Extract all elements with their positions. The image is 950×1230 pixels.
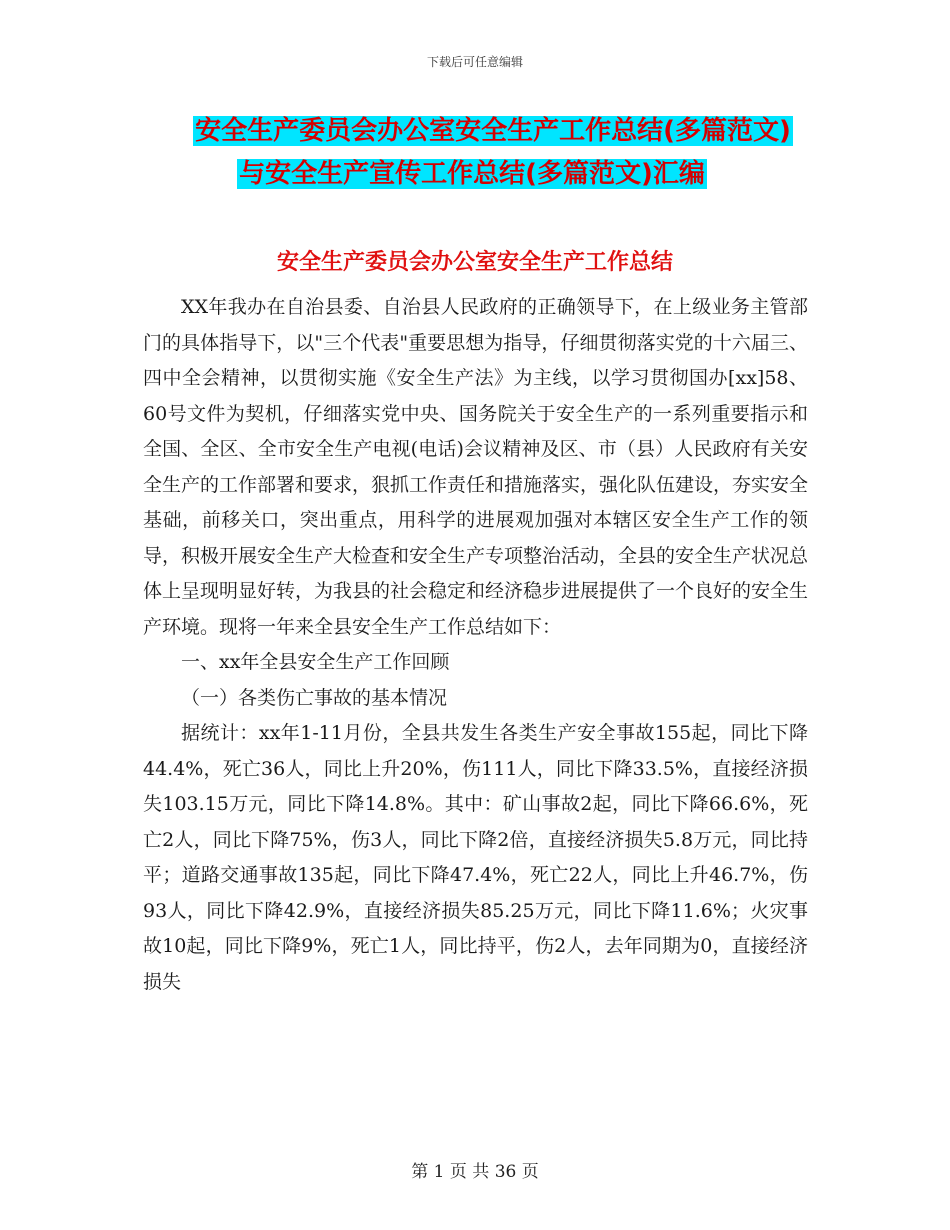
document-title-line-1 [18, 111, 950, 151]
paragraph-intro: XX年我办在自治县委、自治县人民政府的正确领导下，在上级业务主管部门的具体指导下，以"三个代表"重要思想为指导，仔细贯彻落实党的十六届三、四中全会精神，以贯彻实施《安全生产法》为主线，以学习贯彻国办[xx]58、60号文件为契机，仔细落实党中央、国务院关于安全生产的一系列重要指示和全国、全区、全市安全生产电视(电话)会议精神及区、市（县）人民政府有关安全生产的工作部署和要求，狠抓工作责任和措施落实，强化队伍建设，夯实安全基础，前移关口，突出重点，用科学的进展观加强对本辖区安全生产工作的领导，积极开展安全生产大检查和安全生产专项整治活动，全县的安全生产状况总体上呈现明显好转，为我县的社会稳定和经济稳步进展提供了一个良好的安全生产环境。现将一年来全县安全生产工作总结如下： [143, 296, 809, 638]
title-line-1-text: 安全生产委员会办公室安全生产工作总结(多篇范文) [195, 116, 791, 146]
document-title-line-2 [0, 154, 947, 194]
body-text [143, 290, 808, 1000]
paragraph-statistics: 据统计：xx年1-11月份，全县共发生各类生产安全事故155起，同比下降44.4%，死亡36人，同比上升20%，伤111人，同比下降33.5%，直接经济损失103.15万元，同比下降14.8%。其中：矿山事故2起，同比下降66.6%，死亡2人，同比下降75%，伤3人，同比下降2倍，直接经济损失5.8万元，同比持平；道路交通事故135起，同比下降47.4%，死亡22人，同比上升46.7%，伤93人，同比下降42.9%，直接经济损失85.25万元，同比下降11.6%；火灾事故10起，同比下降9%，死亡1人，同比持平，伤2人，去年同期为0，直接经济损失 [143, 722, 808, 993]
paragraph-subheading-1: （一）各类伤亡事故的基本情况 [181, 686, 448, 709]
page-footer: 第 1 页 共 36 页 [411, 1162, 539, 1182]
title-line-2-text: 与安全生产宣传工作总结(多篇范文)汇编 [239, 159, 705, 189]
section-title: 安全生产委员会办公室安全生产工作总结 [276, 250, 673, 275]
paragraph-heading-1: 一、xx年全县安全生产工作回顾 [181, 651, 450, 673]
header-note: 下载后可任意编辑 [426, 55, 523, 69]
